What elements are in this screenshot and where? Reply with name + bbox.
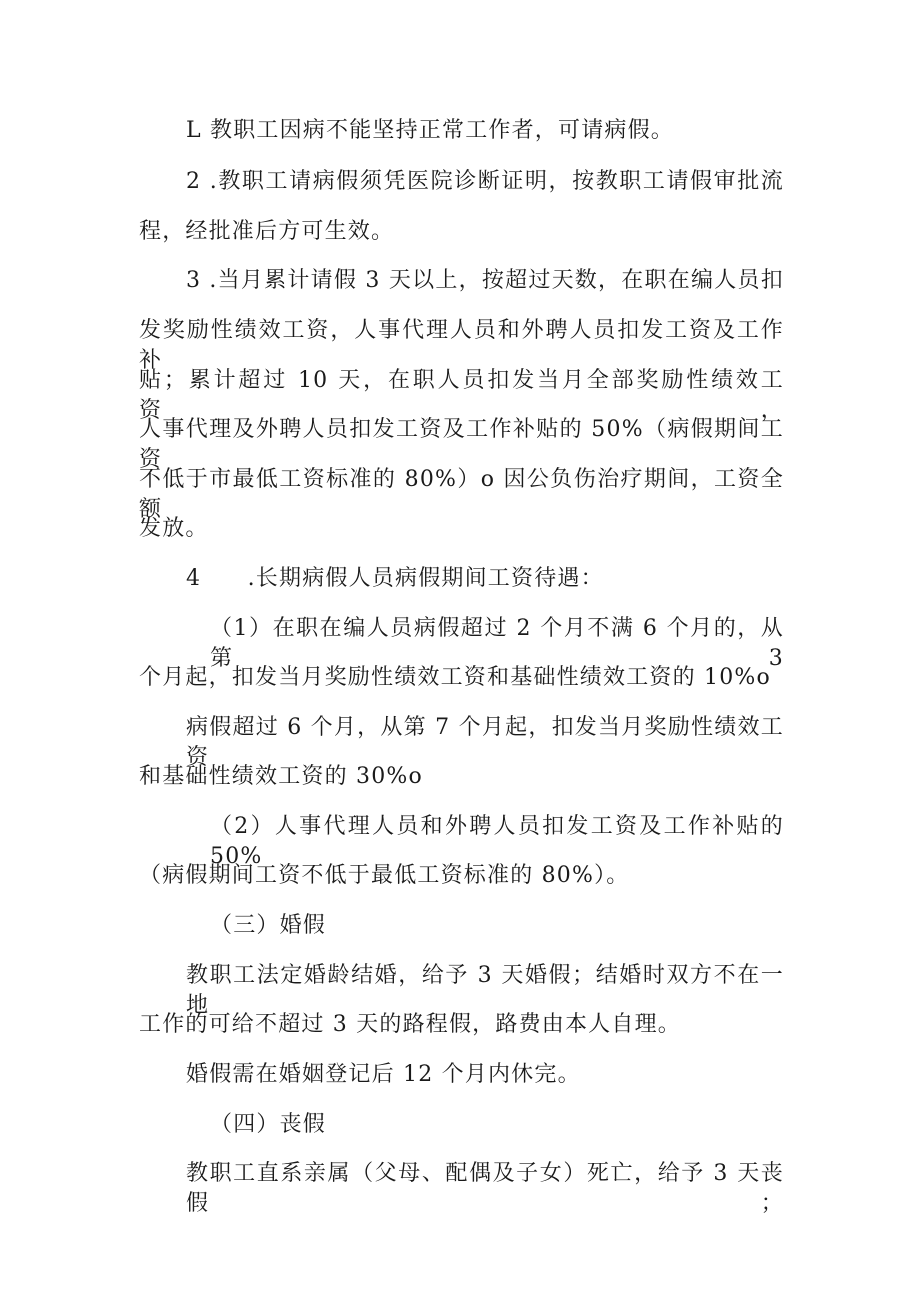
- paragraph-line-18: 教职工法定婚龄结婚，给予 3 天婚假；结婚时双方不在一地: [186, 963, 784, 1018]
- paragraph-line-10: 4 .长期病假人员病假期间工资待遇：: [186, 566, 604, 591]
- paragraph-line-1: L 教职工因病不能坚持正常工作者，可请病假。: [186, 118, 675, 143]
- paragraph-line-15: （2）人事代理人员和外聘人员扣发工资及工作补贴的 50%: [210, 814, 784, 869]
- paragraph-line-9: 发放。: [139, 516, 209, 541]
- paragraph-line-2: 2 .教职工请病假须凭医院诊断证明，按教职工请假审批流: [186, 169, 784, 194]
- paragraph-line-22: 教职工直系亲属（父母、配偶及子女）死亡，给予 3 天丧假；: [186, 1161, 784, 1216]
- paragraph-line-6: 贴；累计超过 10 天，在职人员扣发当月全部奖励性绩效工资，: [139, 368, 784, 423]
- paragraph-line-19: 工作的可给不超过 3 天的路程假，路费由本人自理。: [139, 1012, 681, 1037]
- paragraph-line-12: 个月起，扣发当月奖励性绩效工资和基础性绩效工资的 10%o: [139, 665, 771, 690]
- paragraph-line-4: 3 .当月累计请假 3 天以上，按超过天数，在职在编人员扣: [186, 268, 784, 293]
- section-heading-marriage-leave: （三）婚假: [210, 913, 327, 938]
- paragraph-line-20: 婚假需在婚姻登记后 12 个月内休完。: [186, 1062, 581, 1087]
- paragraph-line-14: 和基础性绩效工资的 30%o: [139, 764, 423, 789]
- paragraph-line-16: （病假期间工资不低于最低工资标准的 80%）。: [139, 863, 630, 888]
- paragraph-line-8: 不低于市最低工资标准的 80%）o 因公负伤治疗期间，工资全额: [139, 467, 784, 522]
- paragraph-line-11: （1）在职在编人员病假超过 2 个月不满 6 个月的，从第 3: [210, 616, 784, 671]
- paragraph-line-13: 病假超过 6 个月，从第 7 个月起，扣发当月奖励性绩效工资: [186, 715, 784, 770]
- paragraph-line-3: 程，经批准后方可生效。: [139, 219, 395, 244]
- paragraph-line-5: 发奖励性绩效工资，人事代理人员和外聘人员扣发工资及工作补: [139, 318, 784, 373]
- paragraph-line-7: 人事代理及外聘人员扣发工资及工作补贴的 50%（病假期间工资: [139, 417, 784, 472]
- section-heading-bereavement-leave: （四）丧假: [210, 1112, 327, 1137]
